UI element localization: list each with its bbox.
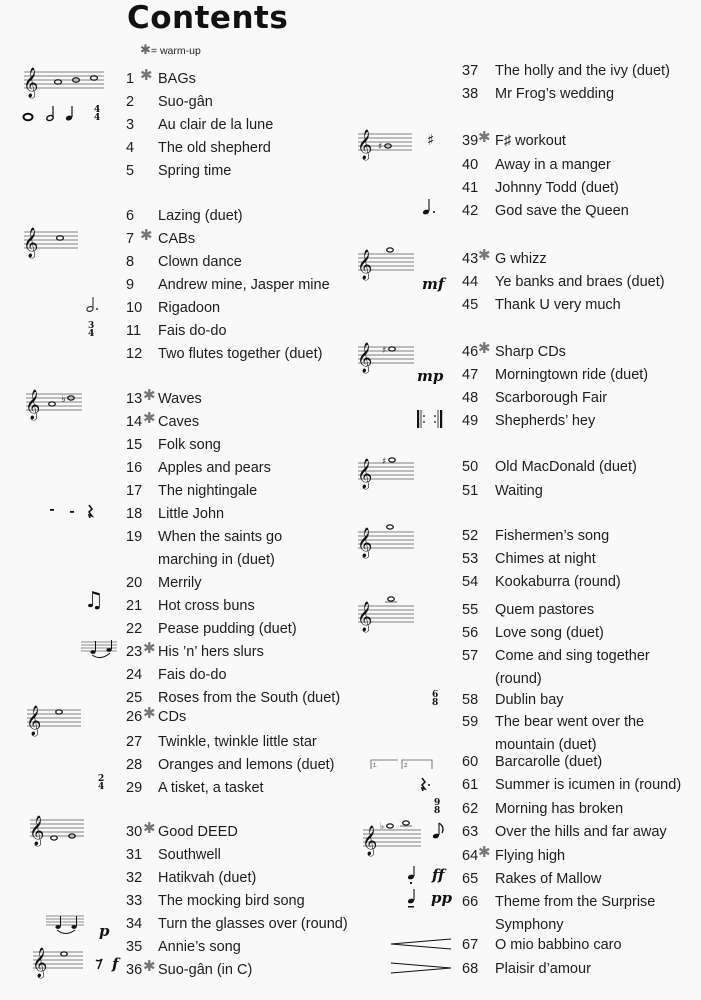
item-title: Morningtown ride (duet) — [495, 367, 649, 383]
item-title: Suo-gân — [158, 94, 213, 110]
item-number: 68 — [462, 961, 479, 977]
item-title: Fais do-do — [158, 323, 227, 339]
dotted-rest-icon — [420, 777, 434, 793]
item-title: Annie’s song — [158, 939, 241, 955]
item-title: Southwell — [158, 847, 221, 863]
item-title: Suo-gân (in C) — [158, 962, 253, 978]
staff-high-g-note-icon — [357, 248, 416, 280]
item-number: 13 — [126, 391, 143, 407]
svg-text:𝄞: 𝄞 — [26, 706, 42, 736]
svg-text:𝄞: 𝄞 — [357, 602, 373, 632]
item-title: BAGs — [158, 71, 196, 87]
item-title: Clown dance — [158, 254, 242, 270]
item-number: 8 — [126, 254, 135, 270]
item-number: 63 — [462, 824, 479, 840]
svg-text:♯: ♯ — [382, 346, 387, 356]
item-number: 36 — [126, 962, 143, 978]
sharp-icon: ♯ — [427, 131, 435, 149]
item-title: Caves — [158, 414, 200, 430]
time-sig-top: 2 — [98, 774, 105, 784]
warmup-star-icon: ✱ — [140, 67, 153, 84]
item-title: God save the Queen — [495, 203, 629, 219]
time-sig-top: 9 — [434, 798, 441, 808]
warmup-star-icon: ✱ — [478, 129, 491, 146]
item-title: Andrew mine, Jasper mine — [158, 277, 330, 293]
item-number: 64 — [462, 848, 479, 864]
item-number: 47 — [462, 367, 479, 383]
item-title: CABs — [158, 231, 196, 247]
svg-text:𝄞: 𝄞 — [23, 68, 39, 98]
warmup-star-icon: ✱ — [143, 820, 156, 837]
item-title: Waiting — [495, 483, 543, 499]
item-number: 4 — [126, 140, 135, 156]
item-title: Oranges and lemons (duet) — [158, 757, 335, 773]
svg-text:𝄞: 𝄞 — [362, 826, 378, 856]
item-title-continued: mountain (duet) — [495, 737, 597, 753]
item-title: O mio babbino caro — [495, 937, 622, 953]
item-title: Barcarolle (duet) — [495, 754, 603, 770]
item-number: 34 — [126, 916, 143, 932]
item-title: A tisket, a tasket — [158, 780, 264, 796]
item-number: 41 — [462, 180, 479, 196]
staff-bag-notes-icon — [23, 68, 106, 98]
staff-bflat-c-notes-icon — [362, 822, 423, 856]
item-number: 49 — [462, 413, 479, 429]
item-title: G whizz — [495, 251, 547, 267]
item-title: Johnny Todd (duet) — [495, 180, 619, 196]
item-number: 32 — [126, 870, 143, 886]
item-title: Two flutes together (duet) — [158, 346, 323, 362]
item-title: Love song (duet) — [495, 625, 604, 641]
item-number: 53 — [462, 551, 479, 567]
eighth-notes-icon: ♫ — [84, 588, 104, 613]
item-number: 15 — [126, 437, 143, 453]
slur-notes-icon — [81, 640, 119, 660]
item-title: Roses from the South (duet) — [158, 690, 341, 706]
item-title-continued: marching in (duet) — [158, 552, 275, 568]
item-number: 9 — [126, 277, 135, 293]
item-title-continued: (round) — [495, 671, 542, 687]
item-number: 31 — [126, 847, 143, 863]
item-title: Summer is icumen in (round) — [495, 777, 682, 793]
item-number: 14 — [126, 414, 143, 430]
svg-text:♯: ♯ — [382, 457, 387, 467]
item-title: Shepherds’ hey — [495, 413, 596, 429]
item-title: Mr Frog’s wedding — [495, 86, 615, 102]
staff-csharp-note-icon — [357, 343, 416, 373]
item-title: Good DEED — [158, 824, 238, 840]
item-number: 1 — [126, 71, 135, 87]
item-number: 56 — [462, 625, 479, 641]
item-number: 7 — [126, 231, 135, 247]
eighth-rest-icon — [95, 958, 103, 970]
svg-text:𝄞: 𝄞 — [357, 528, 373, 558]
svg-text:𝄞: 𝄞 — [32, 948, 48, 978]
crescendo-icon — [391, 937, 453, 951]
item-title: Over the hills and far away — [495, 824, 667, 840]
warmup-star-icon: ✱ — [143, 705, 156, 722]
item-title: Turn the glasses over (round) — [158, 916, 348, 932]
dotted-quarter-note-icon — [422, 198, 438, 216]
item-number: 28 — [126, 757, 143, 773]
warmup-star-icon: ✱ — [478, 340, 491, 357]
time-signature-3-4 — [88, 322, 94, 338]
item-number: 61 — [462, 777, 479, 793]
item-number: 2 — [126, 94, 135, 110]
item-number: 44 — [462, 274, 479, 290]
dynamic-pianissimo: pp — [431, 889, 452, 907]
item-title: Pease pudding (duet) — [158, 621, 297, 637]
warmup-star-icon: ✱ — [140, 227, 153, 244]
svg-text:𝄞: 𝄞 — [357, 343, 373, 373]
item-number: 50 — [462, 459, 479, 475]
item-number: 66 — [462, 894, 479, 910]
volta-1-label: 1. — [373, 763, 378, 769]
time-sig-bottom: 4 — [98, 782, 105, 792]
tied-notes-icon — [46, 914, 86, 936]
item-title: Merrily — [158, 575, 202, 591]
item-title-continued: Symphony — [495, 917, 564, 933]
item-title: Dublin bay — [495, 692, 564, 708]
item-number: 35 — [126, 939, 143, 955]
item-title: The mocking bird song — [158, 893, 305, 909]
item-number: 6 — [126, 208, 135, 224]
item-title: Apples and pears — [158, 460, 271, 476]
volta-2-label: 2. — [404, 763, 409, 769]
svg-text:𝄞: 𝄞 — [357, 250, 373, 280]
item-title: His ’n’ hers slurs — [158, 644, 264, 660]
warmup-star-icon: ✱ — [143, 387, 156, 404]
item-number: 67 — [462, 937, 479, 953]
svg-text:𝄞: 𝄞 — [357, 459, 373, 489]
item-number: 26 — [126, 709, 143, 725]
time-sig-bottom: 8 — [432, 698, 439, 708]
svg-text:♯: ♯ — [378, 142, 383, 152]
item-number: 5 — [126, 163, 135, 179]
svg-text:𝄞: 𝄞 — [23, 228, 39, 258]
staccato-note-icon — [407, 866, 417, 886]
item-number: 57 — [462, 648, 479, 664]
note-values-icon — [22, 104, 82, 124]
time-sig-bottom: 4 — [94, 113, 101, 123]
item-title: Rakes of Mallow — [495, 871, 602, 887]
dynamic-forte: f — [112, 955, 119, 973]
time-signature-2-4 — [98, 775, 104, 791]
item-number: 58 — [462, 692, 479, 708]
item-number: 21 — [126, 598, 143, 614]
item-number: 48 — [462, 390, 479, 406]
svg-text:♭: ♭ — [380, 822, 385, 832]
time-signature-9-8 — [434, 799, 440, 815]
item-number: 12 — [126, 346, 143, 362]
staff-c-high-note-icon — [32, 948, 85, 978]
item-number: 3 — [126, 117, 135, 133]
svg-text:♭: ♭ — [61, 394, 66, 405]
dynamic-mezzo-piano: mp — [417, 367, 444, 385]
bleed-through-texture — [330, 70, 348, 144]
warmup-star-icon: ✱ — [478, 844, 491, 861]
item-number: 38 — [462, 86, 479, 102]
item-number: 45 — [462, 297, 479, 313]
time-signature-6-8 — [432, 691, 438, 707]
item-title: Folk song — [158, 437, 221, 453]
time-sig-top: 3 — [88, 321, 95, 331]
item-number: 17 — [126, 483, 143, 499]
item-number: 20 — [126, 575, 143, 591]
svg-text:𝄞: 𝄞 — [25, 390, 41, 420]
item-number: 62 — [462, 801, 479, 817]
item-number: 24 — [126, 667, 143, 683]
item-title: Lazing (duet) — [158, 208, 243, 224]
time-sig-bottom: 4 — [88, 329, 95, 339]
staff-a-bflat-notes-icon — [25, 390, 84, 420]
item-number: 40 — [462, 157, 479, 173]
item-title: Au clair de la lune — [158, 117, 274, 133]
item-title: The old shepherd — [158, 140, 271, 156]
dynamic-fortissimo: ff — [432, 866, 445, 884]
item-title: Waves — [158, 391, 202, 407]
item-title: The nightingale — [158, 483, 258, 499]
item-title: Morning has broken — [495, 801, 624, 817]
staff-gsharp-note-icon — [357, 457, 416, 489]
item-title: Sharp CDs — [495, 344, 566, 360]
dynamic-mezzo-forte: mf — [422, 275, 445, 293]
staff-high-a-note-icon — [357, 526, 416, 558]
item-number: 55 — [462, 602, 479, 618]
item-title: Kookaburra (round) — [495, 574, 621, 590]
warmup-legend-text: = warm-up — [150, 45, 201, 57]
item-number: 52 — [462, 528, 479, 544]
time-signature-4-4 — [94, 106, 100, 122]
item-number: 29 — [126, 780, 143, 796]
time-sig-top: 4 — [94, 105, 101, 115]
volta-brackets-icon — [370, 759, 434, 771]
item-number: 46 — [462, 344, 479, 360]
item-number: 59 — [462, 714, 479, 730]
item-number: 65 — [462, 871, 479, 887]
staff-fsharp-note-icon — [357, 130, 414, 160]
item-title: Scarborough Fair — [495, 390, 608, 406]
item-title: When the saints go — [158, 529, 283, 545]
staff-d-note-icon — [26, 706, 83, 736]
item-number: 19 — [126, 529, 143, 545]
item-title: Chimes at night — [495, 551, 596, 567]
dynamic-piano: p — [99, 922, 110, 940]
item-number: 11 — [126, 323, 142, 339]
repeat-signs-icon — [417, 410, 443, 430]
decrescendo-icon — [391, 961, 453, 975]
warmup-star-icon: ✱ — [140, 42, 151, 57]
item-number: 10 — [126, 300, 143, 316]
item-title: CDs — [158, 709, 187, 725]
eighth-note-icon — [432, 822, 446, 840]
item-title: Theme from the Surprise — [495, 894, 656, 910]
item-title: Hot cross buns — [158, 598, 255, 614]
item-number: 27 — [126, 734, 143, 750]
item-title: Fais do-do — [158, 667, 227, 683]
item-title: Away in a manger — [495, 157, 611, 173]
item-title: Spring time — [158, 163, 232, 179]
item-title: The holly and the ivy (duet) — [495, 63, 670, 79]
item-number: 60 — [462, 754, 479, 770]
staff-low-notes-icon — [29, 816, 86, 846]
rests-icon — [50, 504, 96, 520]
item-title: Rigadoon — [158, 300, 221, 316]
item-number: 16 — [126, 460, 143, 476]
item-number: 42 — [462, 203, 479, 219]
warmup-legend — [140, 42, 201, 58]
item-number: 30 — [126, 824, 143, 840]
item-title: Fishermen’s song — [495, 528, 610, 544]
svg-text:𝄞: 𝄞 — [357, 130, 373, 160]
item-title: Twinkle, twinkle little star — [158, 734, 317, 750]
tenuto-note-icon — [407, 889, 417, 911]
time-sig-bottom: 8 — [434, 806, 441, 816]
item-title: The bear went over the — [495, 714, 645, 730]
item-title: Old MacDonald (duet) — [495, 459, 637, 475]
item-number: 43 — [462, 251, 479, 267]
warmup-star-icon: ✱ — [143, 958, 156, 975]
item-title: Little John — [158, 506, 225, 522]
item-title: Plaisir d’amour — [495, 961, 591, 977]
item-number: 22 — [126, 621, 143, 637]
item-number: 25 — [126, 690, 143, 706]
warmup-star-icon: ✱ — [478, 247, 491, 264]
page-title: Contents — [127, 0, 289, 36]
item-title: Quem pastores — [495, 602, 595, 618]
staff-high-b-note-icon — [357, 600, 416, 632]
item-title: Thank U very much — [495, 297, 621, 313]
item-number: 18 — [126, 506, 143, 522]
item-title: Ye banks and braes (duet) — [495, 274, 665, 290]
item-number: 33 — [126, 893, 143, 909]
staff-c-note-icon — [23, 228, 80, 258]
warmup-star-icon: ✱ — [143, 410, 156, 427]
item-number: 23 — [126, 644, 143, 660]
item-title: Hatikvah (duet) — [158, 870, 257, 886]
svg-text:𝄞: 𝄞 — [29, 816, 45, 846]
item-title: F♯ workout — [495, 133, 566, 149]
item-number: 39 — [462, 133, 479, 149]
item-title: Flying high — [495, 848, 566, 864]
item-title: Come and sing together — [495, 648, 650, 664]
warmup-star-icon: ✱ — [143, 640, 156, 657]
item-number: 37 — [462, 63, 479, 79]
dotted-half-note-icon — [86, 296, 102, 314]
time-sig-top: 6 — [432, 690, 439, 700]
item-number: 54 — [462, 574, 479, 590]
item-number: 51 — [462, 483, 479, 499]
